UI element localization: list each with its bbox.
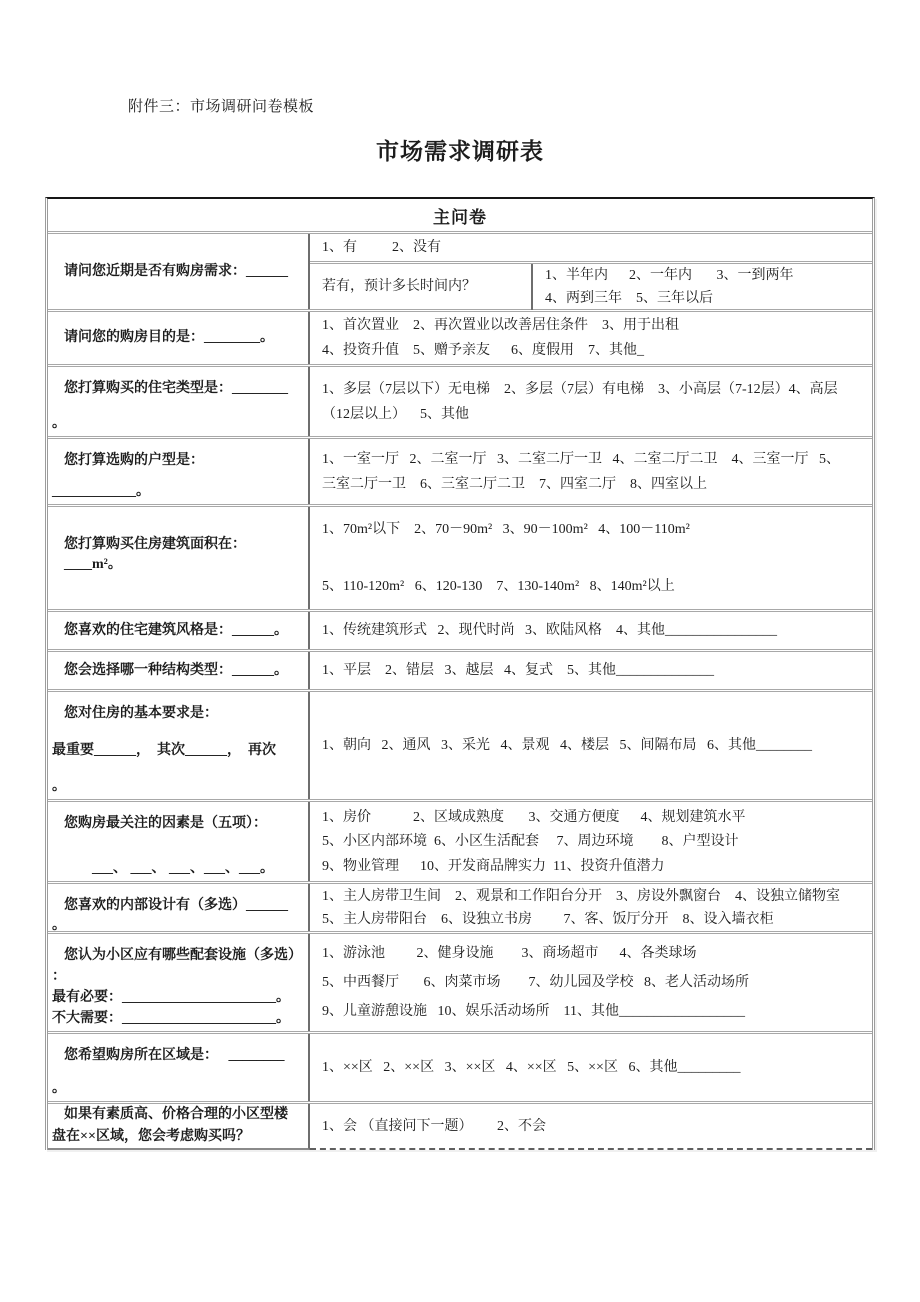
table-header-main-questionnaire: 主问卷 <box>48 199 872 234</box>
options-line: （12层以上） 5、其他 <box>322 406 469 422</box>
options-line: 1、半年内 2、一年内 3、一到两年 <box>545 267 794 283</box>
sub-row-timeframe <box>310 264 872 310</box>
options-line: 1、平层 2、错层 3、越层 4、复式 5、其他______________ <box>322 663 714 678</box>
question-text: 您认为小区应有哪些配套设施（多选） <box>64 948 302 963</box>
table-row-purchase-purpose <box>48 312 872 367</box>
question-ranking-blanks: 最重要______， 其次______， 再次 <box>52 742 276 758</box>
options-line: 4、投资升值 5、赠予亲友 6、度假用 7、其他_ <box>322 343 644 358</box>
options-floor-area <box>310 507 872 609</box>
options-would-consider-buying <box>310 1104 872 1150</box>
table-row-key-factors <box>48 802 872 884</box>
question-key-factors <box>48 802 310 881</box>
options-unit-layout <box>310 439 872 504</box>
question-text: 您打算购买的住宅类型是：________ <box>64 381 288 396</box>
options-line: 1、一室一厅 2、二室一厅 3、二室二厅一卫 4、二室二厅二卫 4、三室一厅 5、 <box>322 451 840 467</box>
page-title: 市场需求调研表 <box>376 139 544 164</box>
table-row-architecture-style <box>48 612 872 652</box>
options-line: 1、××区 2、××区 3、××区 4、××区 5、××区 6、其他_________ <box>322 1060 741 1075</box>
table-row-unit-layout <box>48 439 872 507</box>
options-community-facilities <box>310 934 872 1031</box>
question-colon: ： <box>52 969 66 984</box>
question-basic-requirements <box>48 692 310 799</box>
options-structure-type <box>310 652 872 689</box>
options-architecture-style <box>310 612 872 649</box>
question-blanks: ___、 ___、 ___、___、___。 <box>92 861 274 876</box>
questionnaire-table <box>45 197 875 1150</box>
options-line: 1、首次置业 2、再次置业以改善居住条件 3、用于出租 <box>322 318 679 333</box>
options-line: 1、房价 2、区域成熟度 3、交通方便度 4、规划建筑水平 <box>322 809 746 825</box>
question-preferred-district <box>48 1034 310 1101</box>
options-yes-no: 1、有 2、没有 <box>310 234 872 264</box>
options-preferred-district <box>310 1034 872 1101</box>
question-suffix: 。 <box>52 779 66 794</box>
options-line: 5、小区内部环境 6、小区生活配套 7、周边环境 8、户型设计 <box>322 834 739 849</box>
options-line: 9、儿童游憩设施 10、娱乐活动场所 11、其他__________________ <box>322 1004 745 1019</box>
question-floor-area: 您打算购买住房建筑面积在：____m²。 <box>48 507 310 609</box>
question-unit-layout <box>48 439 310 504</box>
options-timeframe <box>533 264 872 310</box>
table-row-housing-type <box>48 367 872 439</box>
question-text: 您对住房的基本要求是： <box>64 706 218 721</box>
options-basic-requirements <box>310 692 872 799</box>
options-line: 1、传统建筑形式 2、现代时尚 3、欧陆风格 4、其他________________ <box>322 623 777 638</box>
question-community-facilities <box>48 934 310 1031</box>
table-row-would-consider-buying <box>48 1104 872 1150</box>
table-row-preferred-district <box>48 1034 872 1104</box>
question-text: 您喜欢的内部设计有（多选）______ <box>64 898 288 913</box>
question-would-consider-buying <box>48 1104 310 1150</box>
options-housing-type <box>310 367 872 436</box>
options-line: 4、两到三年 5、三年以后 <box>545 290 713 306</box>
question-architecture-style: 您喜欢的住宅建筑风格是：______。 <box>48 612 310 649</box>
table-row-basic-requirements <box>48 692 872 802</box>
options-line: 1、多层（7层以下）无电梯 2、多层（7层）有电梯 3、小高层（7-12层）4、高层 <box>322 381 838 397</box>
question-housing-type <box>48 367 310 436</box>
question-purchase-purpose: 请问您的购房目的是：________。 <box>48 312 310 364</box>
options-line: 5、110-120m² 6、120-130 7、130-140m² 8、140m²以上 <box>322 579 675 594</box>
question-purchase-need: 请问您近期是否有购房需求：______ <box>48 234 310 309</box>
question-text: 盘在××区域，您会考虑购买吗？ <box>52 1129 250 1144</box>
question-suffix: 。 <box>52 1081 66 1096</box>
table-row-structure-type <box>48 652 872 692</box>
question-text: 如果有素质高、价格合理的小区型楼 <box>64 1107 288 1122</box>
question-most-needed-blank: 最有必要：______________________。 <box>52 990 290 1005</box>
options-line: 5、中西餐厅 6、肉菜市场 7、幼儿园及学校 8、老人活动场所 <box>322 975 749 990</box>
question-text: 您打算选购的户型是： <box>64 453 204 468</box>
question-suffix: 。 <box>52 416 66 431</box>
options-line: 1、主人房带卫生间 2、观景和工作阳台分开 3、房设外飘窗台 4、设独立储物室 <box>322 888 840 904</box>
options-key-factors <box>310 802 872 881</box>
question-suffix: 。 <box>52 918 66 933</box>
options-interior-design <box>310 884 872 931</box>
options-line: 三室二厅一卫 6、三室二厅二卫 7、四室二厅 8、四室以上 <box>322 476 707 492</box>
table-row-interior-design <box>48 884 872 934</box>
options-line: 1、朝向 2、通风 3、采光 4、景观 4、楼层 5、间隔布局 6、其他________ <box>322 738 812 753</box>
sub-question-timeframe: 若有，预计多长时间内？ <box>310 264 533 310</box>
options-line: 1、70m²以下 2、70－90m² 3、90－100m² 4、100－110m² <box>322 522 690 537</box>
attachment-label: 附件三：市场调研问卷模板 <box>128 99 315 115</box>
options-line: 5、主人房带阳台 6、设独立书房 7、客、饭厅分开 8、设入墙衣柜 <box>322 911 774 927</box>
question-text: 您希望购房所在区域是： ________ <box>64 1048 285 1063</box>
question-least-needed-blank: 不大需要：______________________。 <box>52 1011 290 1026</box>
question-structure-type: 您会选择哪一种结构类型：______。 <box>48 652 310 689</box>
options-purchase-need <box>310 234 872 309</box>
table-row-community-facilities <box>48 934 872 1034</box>
options-line: 1、游泳池 2、健身设施 3、商场超市 4、各类球场 <box>322 946 697 961</box>
question-text: 您购房最关注的因素是（五项）： <box>64 816 267 831</box>
options-line: 9、物业管理 10、开发商品牌实力 11、投资升值潜力 <box>322 858 665 874</box>
options-purchase-purpose <box>310 312 872 364</box>
question-blank: ____________。 <box>52 484 150 499</box>
question-interior-design <box>48 884 310 931</box>
table-row-floor-area <box>48 507 872 612</box>
table-row-purchase-need <box>48 234 872 312</box>
options-line: 1、会 （直接问下一题） 2、不会 <box>322 1118 546 1134</box>
